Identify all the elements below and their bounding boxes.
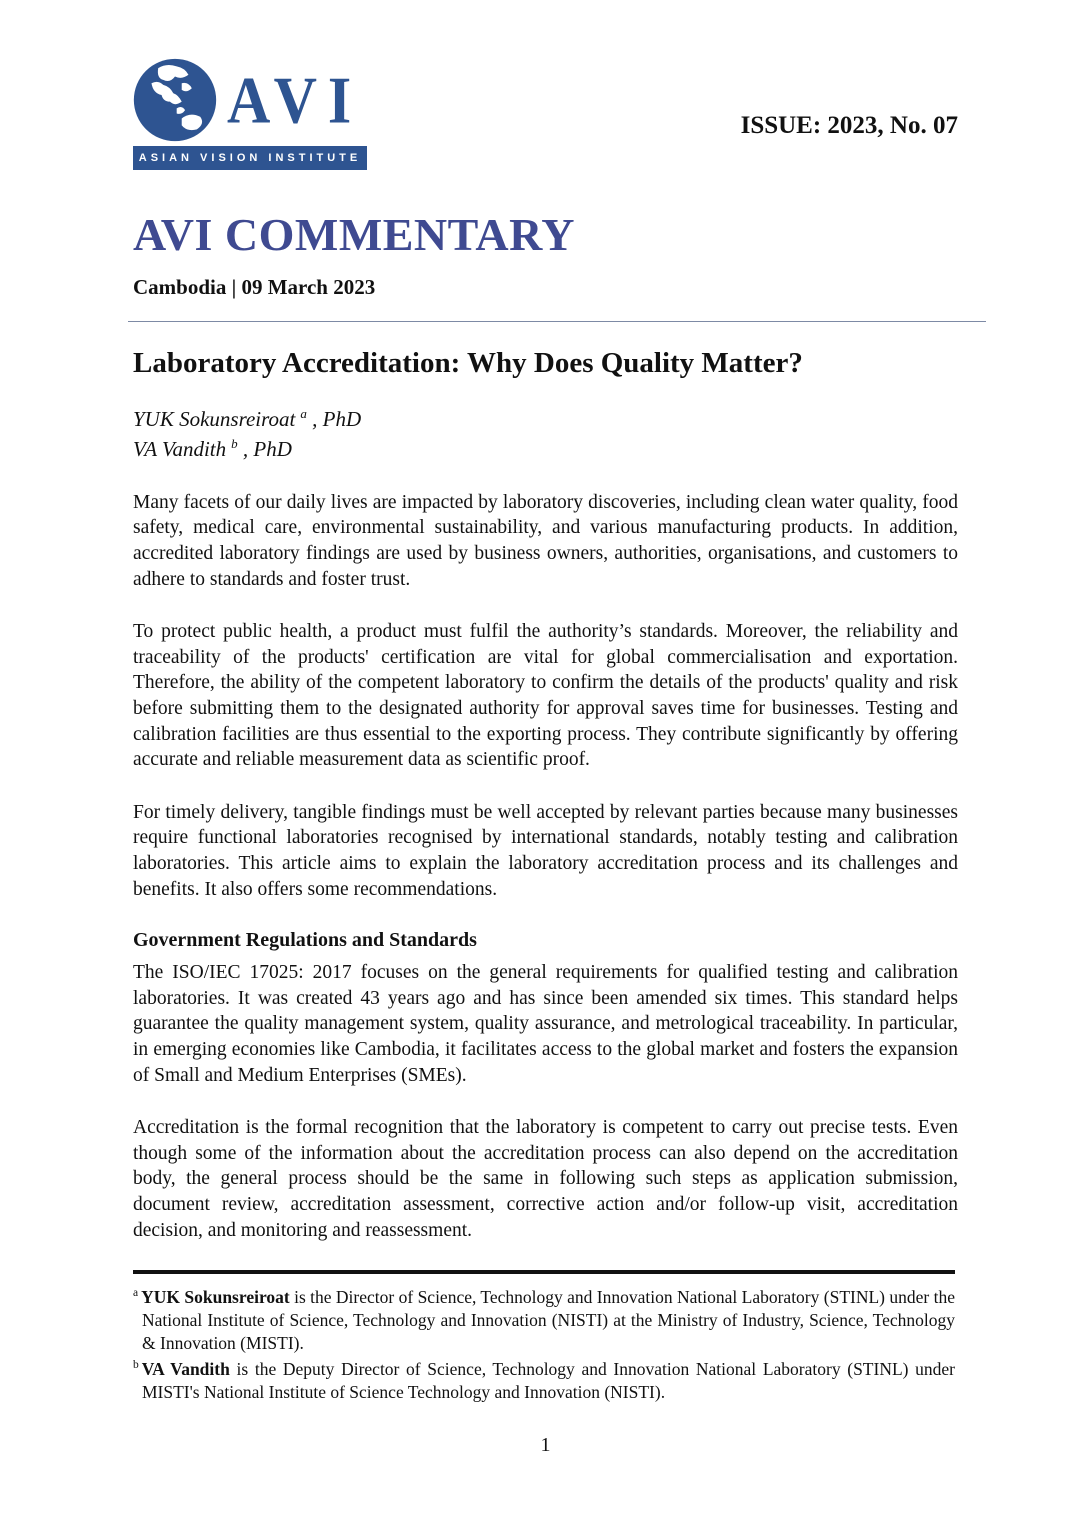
footnote-author: VA Vandith [141, 1359, 230, 1380]
masthead-title: AVI COMMENTARY [133, 209, 575, 260]
author-name: YUK Sokunsreiroat [133, 407, 296, 431]
author-name: VA Vandith [133, 437, 227, 462]
section-heading: Government Regulations and Standards [133, 929, 477, 952]
author-line [133, 404, 958, 434]
body-paragraph: For timely delivery, tangible findings must be well accepted by relevant parties because many businesses require functional laboratories recognised by international standards, notably testing and calibration laboratories. This article aims to explain the laboratory accreditation process and its challenges and benefits. It also offers some recommendations. [133, 801, 958, 900]
dateline: Cambodia | 09 March 2023 [133, 275, 376, 299]
footnote [133, 1358, 955, 1404]
issue-label: ISSUE: 2023, No. 07 [740, 112, 958, 139]
section-paragraphs [133, 960, 958, 1243]
author-footnote-marker: b [231, 436, 238, 452]
author-list [133, 404, 958, 465]
article-body [133, 490, 958, 1243]
page-number: 1 [540, 1434, 551, 1457]
author-line [133, 434, 958, 464]
body-paragraph: Many facets of our daily lives are impacted by laboratory discoveries, including clean water quality, food safety, medical care, environmental sustainability, and various manufacturing products. In addition, accredited laboratory findings are used by business owners, authorities, organisations, and customers to adhere to standards and foster trust. [133, 491, 958, 590]
author-footnote-marker: a [300, 406, 307, 421]
avi-logo [133, 58, 367, 170]
avi-logo-top [133, 58, 367, 142]
logo-tagline: ASIAN VISION INSTITUTE [133, 146, 367, 170]
author-suffix: , PhD [306, 407, 362, 431]
footnote-text: is the Director of Science, Technology and Innovation National Laboratory (STINL) under the National Institute of Science, Technology and Innovation (NISTI) at the Ministry of Industry, Science, Technology & Innovation (MISTI). [142, 1287, 955, 1354]
footnote-author: YUK Sokunsreiroat [141, 1287, 290, 1308]
intro-paragraphs [133, 490, 958, 902]
article-title: Laboratory Accreditation: Why Does Quality Matter? [133, 347, 803, 379]
body-paragraph: To protect public health, a product must fulfil the authority’s standards. Moreover, the reliability and traceability of the products' certification are vital for global commercialisation and exportation. Therefore, the ability of the competent laboratory to confirm the details of the products' quality and risk before submitting them to the designated authority for approval saves time for businesses. Testing and calibration facilities are thus essential to the exporting process. They contribute significantly by offering accurate and reliable measurement data as scientific proof. [133, 621, 958, 771]
footnote-text: is the Deputy Director of Science, Technology and Innovation National Laboratory (STINL) under MISTI's National Institute of Science Technology and Innovation (NISTI). [142, 1359, 955, 1403]
header-divider [128, 321, 986, 322]
footnote-marker: a [133, 1287, 139, 1300]
globe-icon [133, 58, 217, 142]
logo-acronym: AVI [227, 63, 363, 137]
body-paragraph: Accreditation is the formal recognition that the laboratory is competent to carry out precise tests. Even though some of the information about the accreditation process can also depend on the accreditation body, the general process should be the same in following such steps as application submission, document review, accreditation assessment, corrective action and/or follow-up visit, accreditation decision, and monitoring and reassessment. [133, 1117, 958, 1241]
footnote-marker: b [133, 1359, 139, 1372]
footnote [133, 1286, 955, 1355]
author-suffix: , PhD [237, 437, 292, 462]
page-header [133, 58, 958, 170]
body-paragraph: The ISO/IEC 17025: 2017 focuses on the general requirements for qualified testing and calibration laboratories. It was created 43 years ago and has since been amended six times. This standard helps guarantee the quality management system, quality assurance, and metrological traceability. In particular, in emerging economies like Cambodia, it facilitates access to the global market and fosters the expansion of Small and Medium Enterprises (SMEs). [133, 962, 958, 1086]
footnote-block [133, 1270, 955, 1404]
